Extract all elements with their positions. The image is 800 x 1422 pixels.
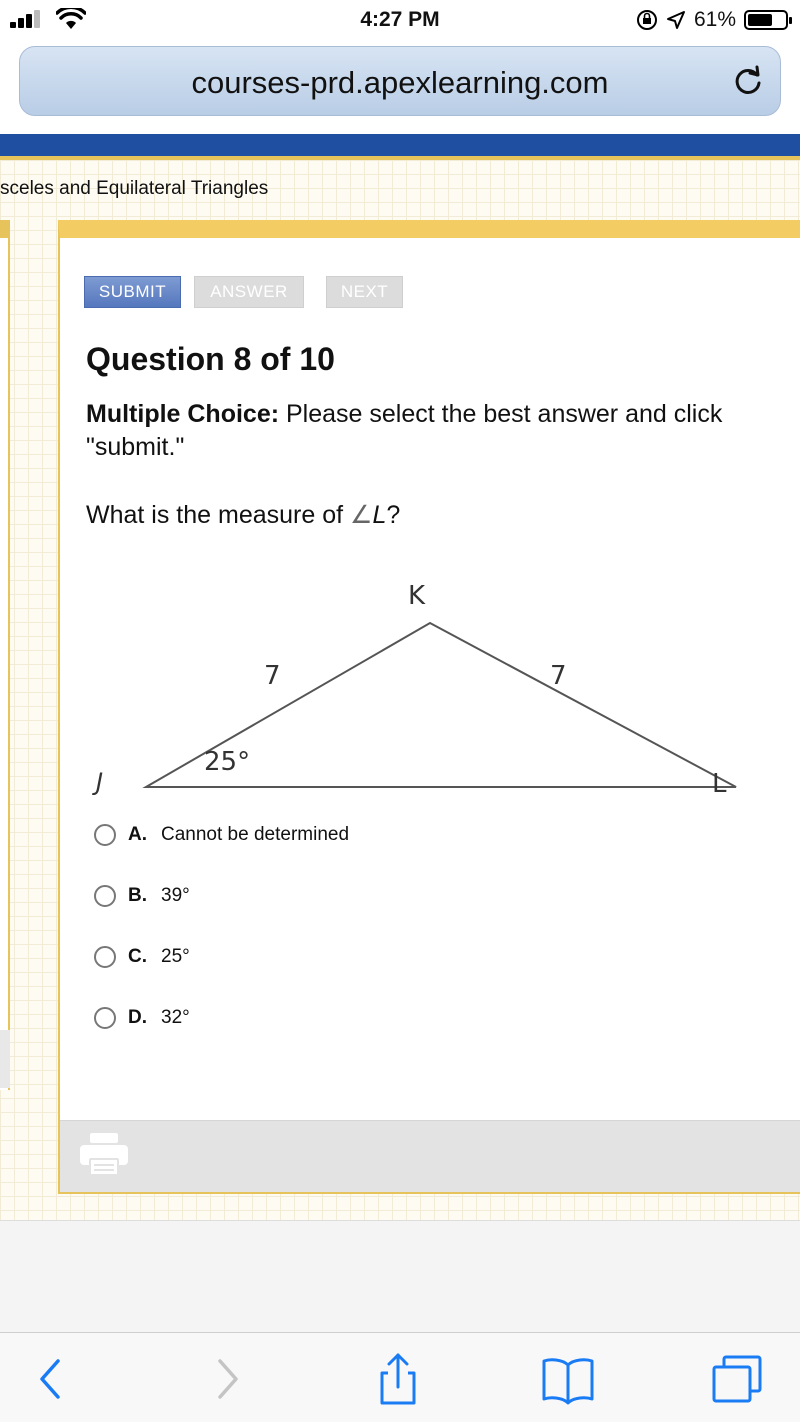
next-button[interactable]: NEXT — [326, 276, 403, 308]
choice-d[interactable] — [94, 1005, 190, 1031]
instructions-text: Please select the best answer and click "submit." — [86, 400, 723, 461]
choice-c[interactable] — [94, 944, 190, 970]
choice-a[interactable] — [94, 822, 349, 848]
choice-letter: A. — [128, 824, 147, 845]
battery-percent: 61% — [693, 8, 736, 31]
vertex-j-label: J — [96, 768, 104, 796]
radio-c[interactable] — [94, 946, 116, 968]
book-icon[interactable] — [538, 1353, 598, 1405]
triangle-figure — [80, 568, 760, 808]
left-side-panel — [0, 220, 10, 1090]
choice-text: 39° — [161, 885, 190, 906]
browser-chrome — [0, 40, 800, 134]
question-prompt — [86, 500, 400, 530]
status-time: 4:27 PM — [360, 8, 440, 31]
radio-d[interactable] — [94, 1007, 116, 1029]
answer-button[interactable]: ANSWER — [194, 276, 304, 308]
header-band — [0, 134, 800, 156]
vertex-l-label: L — [712, 769, 727, 799]
side-kl-label: 7 — [550, 661, 567, 691]
angle-j-label: 25° — [204, 747, 251, 777]
share-icon[interactable] — [368, 1353, 428, 1405]
choice-text: Cannot be determined — [161, 824, 350, 845]
choice-letter: C. — [128, 946, 147, 967]
tabs-icon[interactable] — [708, 1353, 768, 1405]
print-bar — [60, 1120, 800, 1192]
side-jk-label: 7 — [264, 661, 281, 691]
radio-b[interactable] — [94, 885, 116, 907]
radio-a[interactable] — [94, 824, 116, 846]
choice-text: 25° — [161, 946, 190, 967]
lesson-title: sceles and Equilateral Triangles — [0, 178, 269, 199]
instructions-label: Multiple Choice: — [86, 400, 280, 428]
chevron-right-icon[interactable] — [198, 1353, 258, 1405]
printer-icon[interactable] — [78, 1131, 130, 1177]
reload-icon[interactable] — [730, 63, 766, 99]
vertex-k-label: K — [408, 581, 426, 611]
angle-variable: L — [372, 501, 387, 529]
browser-toolbar — [0, 1332, 800, 1422]
submit-button[interactable]: SUBMIT — [84, 276, 181, 308]
choice-letter: B. — [128, 885, 147, 906]
url-text[interactable]: courses-prd.apexlearning.com — [191, 65, 609, 100]
choice-letter: D. — [128, 1007, 147, 1028]
choice-text: 32° — [161, 1007, 190, 1028]
question-card — [58, 220, 800, 1194]
battery-icon — [744, 10, 788, 30]
status-right-group — [636, 8, 788, 32]
prompt-after: ? — [386, 501, 401, 529]
page-footer-area — [0, 1220, 800, 1332]
location-arrow-icon — [666, 10, 686, 30]
address-bar[interactable] — [19, 46, 781, 116]
status-bar — [0, 0, 800, 40]
question-title: Question 8 of 10 — [86, 341, 335, 377]
prompt-before: What is the measure of — [86, 501, 351, 529]
left-side-footer — [0, 1030, 10, 1088]
orientation-lock-icon — [636, 9, 658, 31]
instructions — [86, 398, 786, 464]
angle-symbol: ∠ — [350, 501, 373, 529]
choice-b[interactable] — [94, 883, 190, 909]
chevron-left-icon[interactable] — [20, 1353, 80, 1405]
